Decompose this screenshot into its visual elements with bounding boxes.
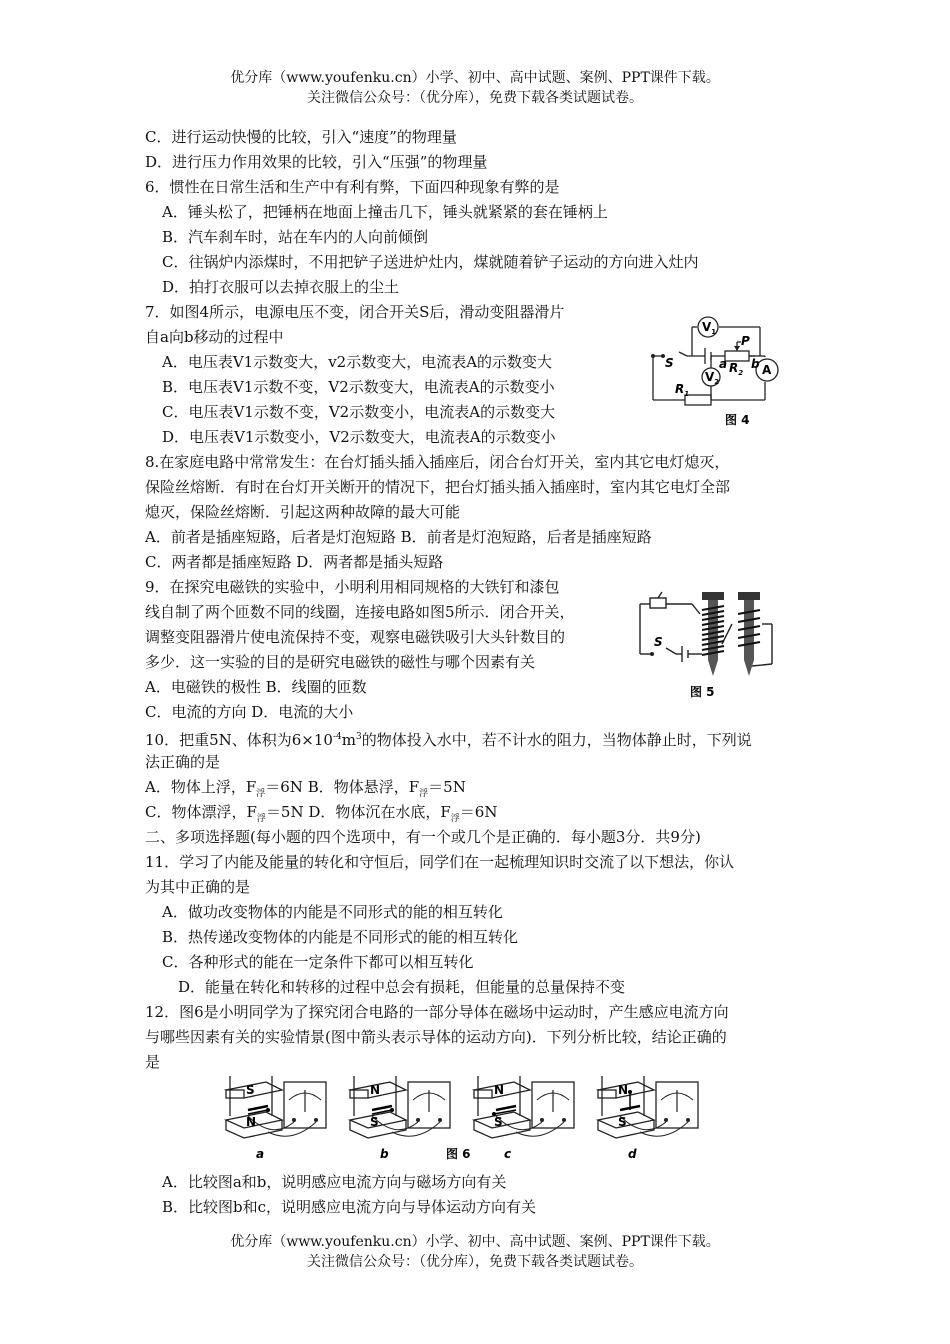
- q7-stem-2: 自a向b移动的过程中: [145, 328, 284, 346]
- fig4-switch-label: S: [665, 356, 674, 370]
- fig6-pole-bottom-d: S: [618, 1115, 627, 1129]
- fig4-a-label: a: [719, 357, 728, 371]
- fig4-b-label: b: [751, 357, 760, 371]
- q11-option-c: C．各种形式的能在一定条件下都可以相互转化: [162, 953, 474, 971]
- fig5-caption: 图 5: [690, 685, 715, 699]
- fig6-panel-label-b: b: [380, 1147, 389, 1161]
- section-2-title: 二、多项选择题(每小题的四个选项中，有一个或几个是正确的．每小题3分．共9分): [145, 828, 701, 846]
- fig4-r1-label: $R_1$: [675, 382, 690, 398]
- fig6-panel-label-d: d: [628, 1147, 637, 1161]
- fig6-panel-a: [226, 1076, 326, 1161]
- q11-stem-2: 为其中正确的是: [145, 878, 251, 896]
- q10-options-ab: A．物体上浮，$F_浮=6N$ B．物体悬浮，$F_浮=5N$: [145, 778, 466, 799]
- fig6-pole-bottom-b: S: [370, 1115, 379, 1129]
- footer-line-1: 优分库（www.youfenku.cn）小学、初中、高中试题、案例、PPT课件下载。: [230, 1234, 720, 1250]
- q12-option-a: A．比较图a和b，说明感应电流方向与磁场方向有关: [162, 1173, 507, 1191]
- q9-options-ab: A．电磁铁的极性 B．线圈的匝数: [145, 678, 367, 696]
- fig4-r2-label: $R_2$: [729, 361, 744, 377]
- q6-stem: 6．惯性在日常生活和生产中有利有弊，下面四种现象有弊的是: [145, 178, 560, 196]
- fig4-v2-label: $V_2$: [705, 370, 720, 386]
- fig6-pole-top-b: N: [370, 1083, 381, 1097]
- fig6-panel-label-a: a: [256, 1147, 265, 1161]
- q12-stem-1: 12．图6是小明同学为了探究闭合电路的一部分导体在磁场中运动时，产生感应电流方向: [145, 1003, 729, 1021]
- q8-stem-3: 熄灭，保险丝熔断．引起这两种故障的最大可能: [145, 503, 461, 521]
- q8-options-cd: C．两者都是插座短路 D．两者都是插头短路: [145, 553, 444, 571]
- header-line-1: 优分库（www.youfenku.cn）小学、初中、高中试题、案例、PPT课件下载。: [230, 70, 720, 86]
- fig6-pole-top-a: S: [246, 1083, 255, 1097]
- q9-stem-1: 9．在探究电磁铁的实验中，小明利用相同规格的大铁钉和漆包: [145, 578, 560, 596]
- q10-stem-2: 法正确的是: [145, 753, 221, 771]
- q7-option-b: B．电压表V1示数不变，V2示数变大，电流表A的示数变小: [162, 378, 555, 396]
- fig6-arrowhead-d: [628, 1090, 632, 1094]
- fig6-pole-bottom-c: S: [494, 1115, 503, 1129]
- fig6-arrowhead-a: [266, 1108, 270, 1112]
- q7-option-a: A．电压表V1示数变大，v2示数变大，电流表A的示数变大: [162, 353, 553, 371]
- q7-stem-1: 7．如图4所示，电源电压不变，闭合开关S后，滑动变阻器滑片: [145, 303, 565, 321]
- q6-option-c: C．往锅炉内添煤时，不用把铲子送进炉灶内，煤就随着铲子运动的方向进入灶内: [162, 253, 699, 271]
- fig6-pole-top-d: N: [618, 1083, 629, 1097]
- q6-option-b: B．汽车刹车时，站在车内的人向前倾倒: [162, 228, 429, 246]
- fig6-arrowhead-b: [390, 1108, 394, 1112]
- q7-option-c: C．电压表V1示数不变，V2示数变小，电流表A的示数变大: [162, 403, 556, 421]
- q12-stem-3: 是: [145, 1053, 161, 1071]
- q9-stem-4: 多少．这一实验的目的是研究电磁铁的磁性与哪个因素有关: [145, 653, 536, 671]
- fig6-pole-top-c: N: [494, 1083, 505, 1097]
- figure-6-induction: [218, 1072, 728, 1162]
- q5-option-c: C．进行运动快慢的比较，引入“速度”的物理量: [145, 128, 457, 146]
- fig6-panel-d: [598, 1076, 698, 1161]
- q10-options-cd: C．物体漂浮，$F_浮=5N$ D．物体沉在水底，$F_浮=6N$: [145, 803, 498, 824]
- fig5-switch-label: S: [654, 635, 663, 649]
- q8-stem-1: 8.在家庭电路中常常发生：在台灯插头插入插座后，闭合台灯开关，室内其它电灯熄灭，: [145, 453, 730, 471]
- q11-option-a: A．做功改变物体的内能是不同形式的能的相互转化: [162, 903, 503, 921]
- q11-option-d: D．能量在转化和转移的过程中总会有损耗，但能量的总量保持不变: [178, 978, 626, 996]
- q10-stem-1: 10．把重5N、体积为$6\times 10^{-4}m^3$的物体投入水中，若不计水的阻力，当物体静止时，下列说: [145, 731, 752, 749]
- fig6-caption: 图 6: [446, 1147, 471, 1161]
- q8-stem-2: 保险丝熔断．有时在台灯开关断开的情况下，把台灯插头插入插座时，室内其它电灯全部: [145, 478, 731, 496]
- fig6-panel-b: [350, 1076, 450, 1161]
- fig4-v1-label: $V_1$: [702, 320, 717, 336]
- q11-stem-1: 11．学习了内能及能量的转化和守恒后，同学们在一起梳理知识时交流了以下想法，你认: [145, 853, 735, 871]
- fig4-ammeter-label: A: [762, 363, 772, 377]
- footer-line-2: 关注微信公众号：（优分库），免费下载各类试题试卷。: [307, 1254, 643, 1270]
- fig4-p-label: P: [741, 334, 750, 348]
- q5-option-d: D．进行压力作用效果的比较，引入“压强”的物理量: [145, 153, 488, 171]
- figure-4-circuit: [645, 312, 795, 432]
- q12-stem-2: 与哪些因素有关的实验情景(图中箭头表示导体的运动方向)．下列分析比较，结论正确的: [145, 1028, 727, 1046]
- q11-option-b: B．热传递改变物体的内能是不同形式的能的相互转化: [162, 928, 519, 946]
- fig4-caption: 图 4: [725, 413, 750, 427]
- q9-stem-2: 线自制了两个匝数不同的线圈，连接电路如图5所示．闭合开关，: [145, 603, 575, 621]
- q7-option-d: D．电压表V1示数变小，V2示数变大，电流表A的示数变小: [162, 428, 556, 446]
- q6-option-d: D．拍打衣服可以去掉衣服上的尘土: [162, 278, 400, 296]
- q12-option-b: B．比较图b和c，说明感应电流方向与导体运动方向有关: [162, 1198, 537, 1216]
- q6-option-a: A．锤头松了，把锤柄在地面上撞击几下，锤头就紧紧的套在锤柄上: [162, 203, 608, 221]
- fig6-panel-c: [474, 1076, 574, 1161]
- q8-options-ab: A．前者是插座短路，后者是灯泡短路 B．前者是灯泡短路，后者是插座短路: [145, 528, 652, 546]
- figure-5-electromagnet: [632, 584, 782, 709]
- fig6-pole-bottom-a: N: [246, 1115, 257, 1129]
- q9-stem-3: 调整变阻器滑片使电流保持不变，观察电磁铁吸引大头针数目的: [145, 628, 566, 646]
- q9-options-cd: C．电流的方向 D．电流的大小: [145, 703, 354, 721]
- header-line-2: 关注微信公众号：（优分库），免费下载各类试题试卷。: [307, 90, 643, 106]
- fig6-panel-label-c: c: [504, 1147, 512, 1161]
